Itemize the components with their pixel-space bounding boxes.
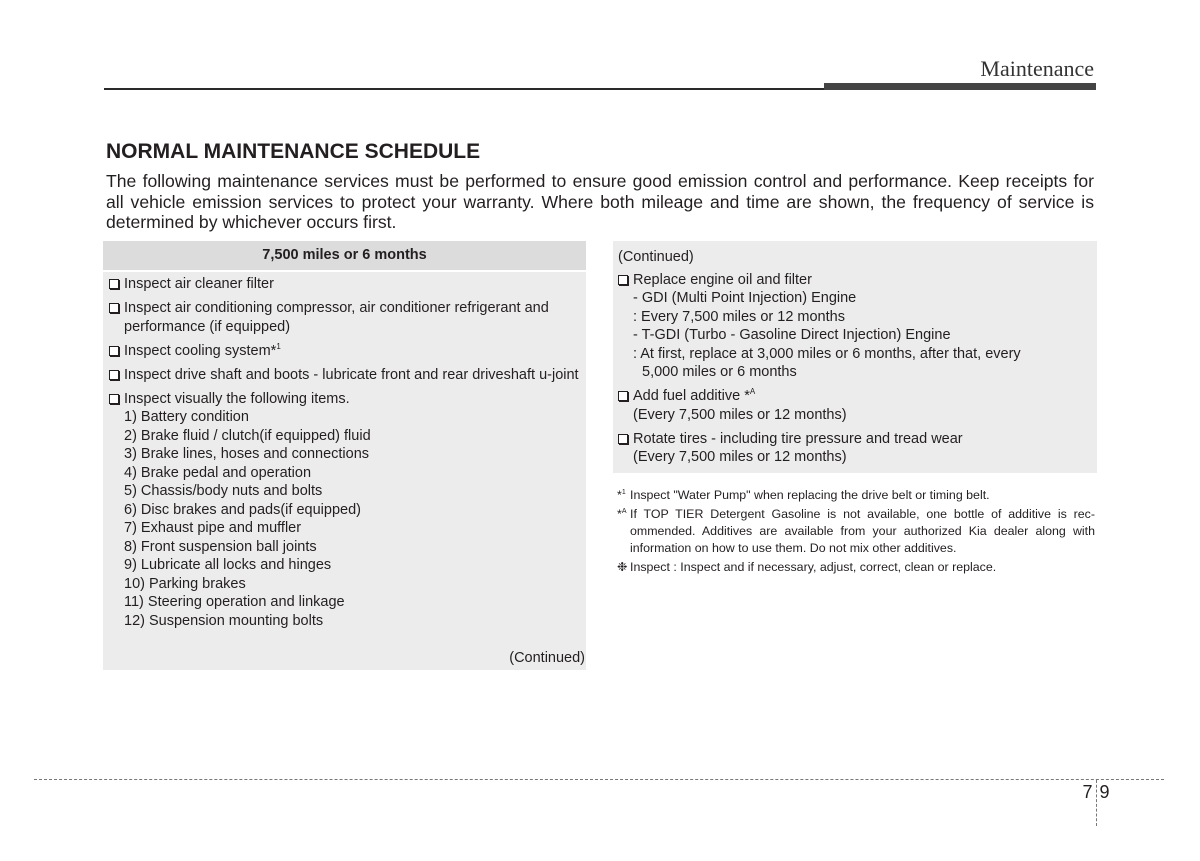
header-rule-accent [824, 83, 1096, 90]
item-text: Replace engine oil and filter [633, 271, 812, 288]
item-detail: (Every 7,500 miles or 12 months) [633, 406, 847, 423]
footnote-ref: 1 [276, 341, 281, 351]
page-index: 9 [1099, 782, 1110, 802]
checkbox-icon [618, 434, 628, 444]
list-item [109, 366, 580, 385]
footnotes [617, 487, 1095, 578]
item-detail: 5,000 miles or 6 months [642, 364, 797, 380]
list-item-rotate-tires [618, 430, 1091, 467]
footnote-mark: *$^A$ [617, 507, 627, 521]
page-number [1079, 782, 1113, 803]
item-detail: - T-GDI (Turbo - Gasoline Direct Injection) Engine [633, 327, 951, 343]
chapter-number: 7 [1082, 782, 1093, 802]
item-detail: : At first, replace at 3,000 miles or 6 months, after that, every [633, 345, 1021, 362]
visual-item: 2) Brake fluid / clutch(if equipped) fluid [124, 427, 371, 444]
item-text: Inspect drive shaft and boots - lubricate front and rear driveshaft u-joint [124, 366, 579, 383]
footnote-ref: A [749, 387, 756, 396]
checkbox-icon [618, 391, 628, 401]
footnote-text: If TOP TIER Detergent Gasoline is not available, one bottle of additive is recommended. Additives are available from your authorized Kia dealer along with information on how to use them. Do not mix other additives. [630, 507, 1095, 555]
section-title: NORMAL MAINTENANCE SCHEDULE [106, 140, 481, 163]
list-item [109, 390, 580, 631]
item-text: Inspect cooling system* [124, 342, 277, 359]
footnote-text: Inspect : Inspect and if necessary, adjust, correct, clean or replace. [630, 560, 997, 574]
checkbox-icon [109, 346, 119, 356]
intro-paragraph: The following maintenance services must be performed to ensure good emission control and performance. Keep receipts for all vehicle emission services to protect your warranty. Where both mileage and time are shown, the frequency of service is determined by whichever occurs first. [106, 171, 1094, 232]
footer-rule [34, 779, 1164, 780]
item-detail: (Every 7,500 miles or 12 months) [633, 449, 847, 465]
visual-item: 11) Steering operation and linkage [124, 594, 345, 610]
checkbox-icon [109, 279, 119, 289]
schedule-panel-left [103, 241, 586, 670]
visual-item: 3) Brake lines, hoses and connections [124, 446, 370, 462]
schedule-panel-right [613, 241, 1097, 473]
footnote [617, 559, 1095, 576]
item-text: Inspect visually the following items. [124, 390, 350, 407]
checkbox-icon [618, 275, 628, 285]
list-item [109, 342, 580, 361]
interval-heading: 7,500 miles or 6 months [103, 241, 586, 272]
list-item [109, 275, 580, 294]
footnote [617, 487, 1095, 504]
item-text: Rotate tires - including tire pressure and tread wear [633, 430, 963, 447]
footnote-text: Inspect "Water Pump" when replacing the drive belt or timing belt. [630, 488, 990, 502]
visual-item: 12) Suspension mounting bolts [124, 612, 324, 629]
checkbox-icon [109, 303, 119, 313]
continued-label: (Continued) [509, 650, 585, 666]
running-head-title: Maintenance [980, 56, 1094, 81]
visual-item: 4) Brake pedal and operation [124, 464, 312, 481]
item-detail: : Every 7,500 miles or 12 months [633, 308, 845, 325]
visual-item: 1) Battery condition [124, 409, 249, 425]
item-text: Inspect air cleaner filter [124, 276, 274, 292]
visual-item: 6) Disc brakes and pads(if equipped) [124, 501, 361, 518]
footnote-mark: *$^1$ [617, 488, 626, 502]
inspect-symbol-icon: ❉ [617, 560, 628, 574]
visual-item: 7) Exhaust pipe and muffler [124, 520, 302, 536]
visual-item: 9) Lubricate all locks and hinges [124, 557, 332, 573]
footnote [617, 506, 1095, 557]
item-text: Inspect air conditioning compressor, air conditioner refrigerant and performance (if equipped) [124, 300, 549, 335]
visual-item: 8) Front suspension ball joints [124, 538, 317, 555]
checkbox-icon [109, 370, 119, 380]
visual-item: 10) Parking brakes [124, 575, 246, 592]
item-detail: - GDI (Multi Point Injection) Engine [633, 290, 857, 306]
item-text: Add fuel additive * [633, 388, 750, 404]
continued-label: (Continued) [618, 249, 694, 265]
list-item [109, 299, 580, 336]
visual-item: 5) Chassis/body nuts and bolts [124, 483, 323, 499]
list-item-engine-oil [618, 271, 1091, 382]
checkbox-icon [109, 394, 119, 404]
list-item-fuel-additive [618, 387, 1091, 424]
